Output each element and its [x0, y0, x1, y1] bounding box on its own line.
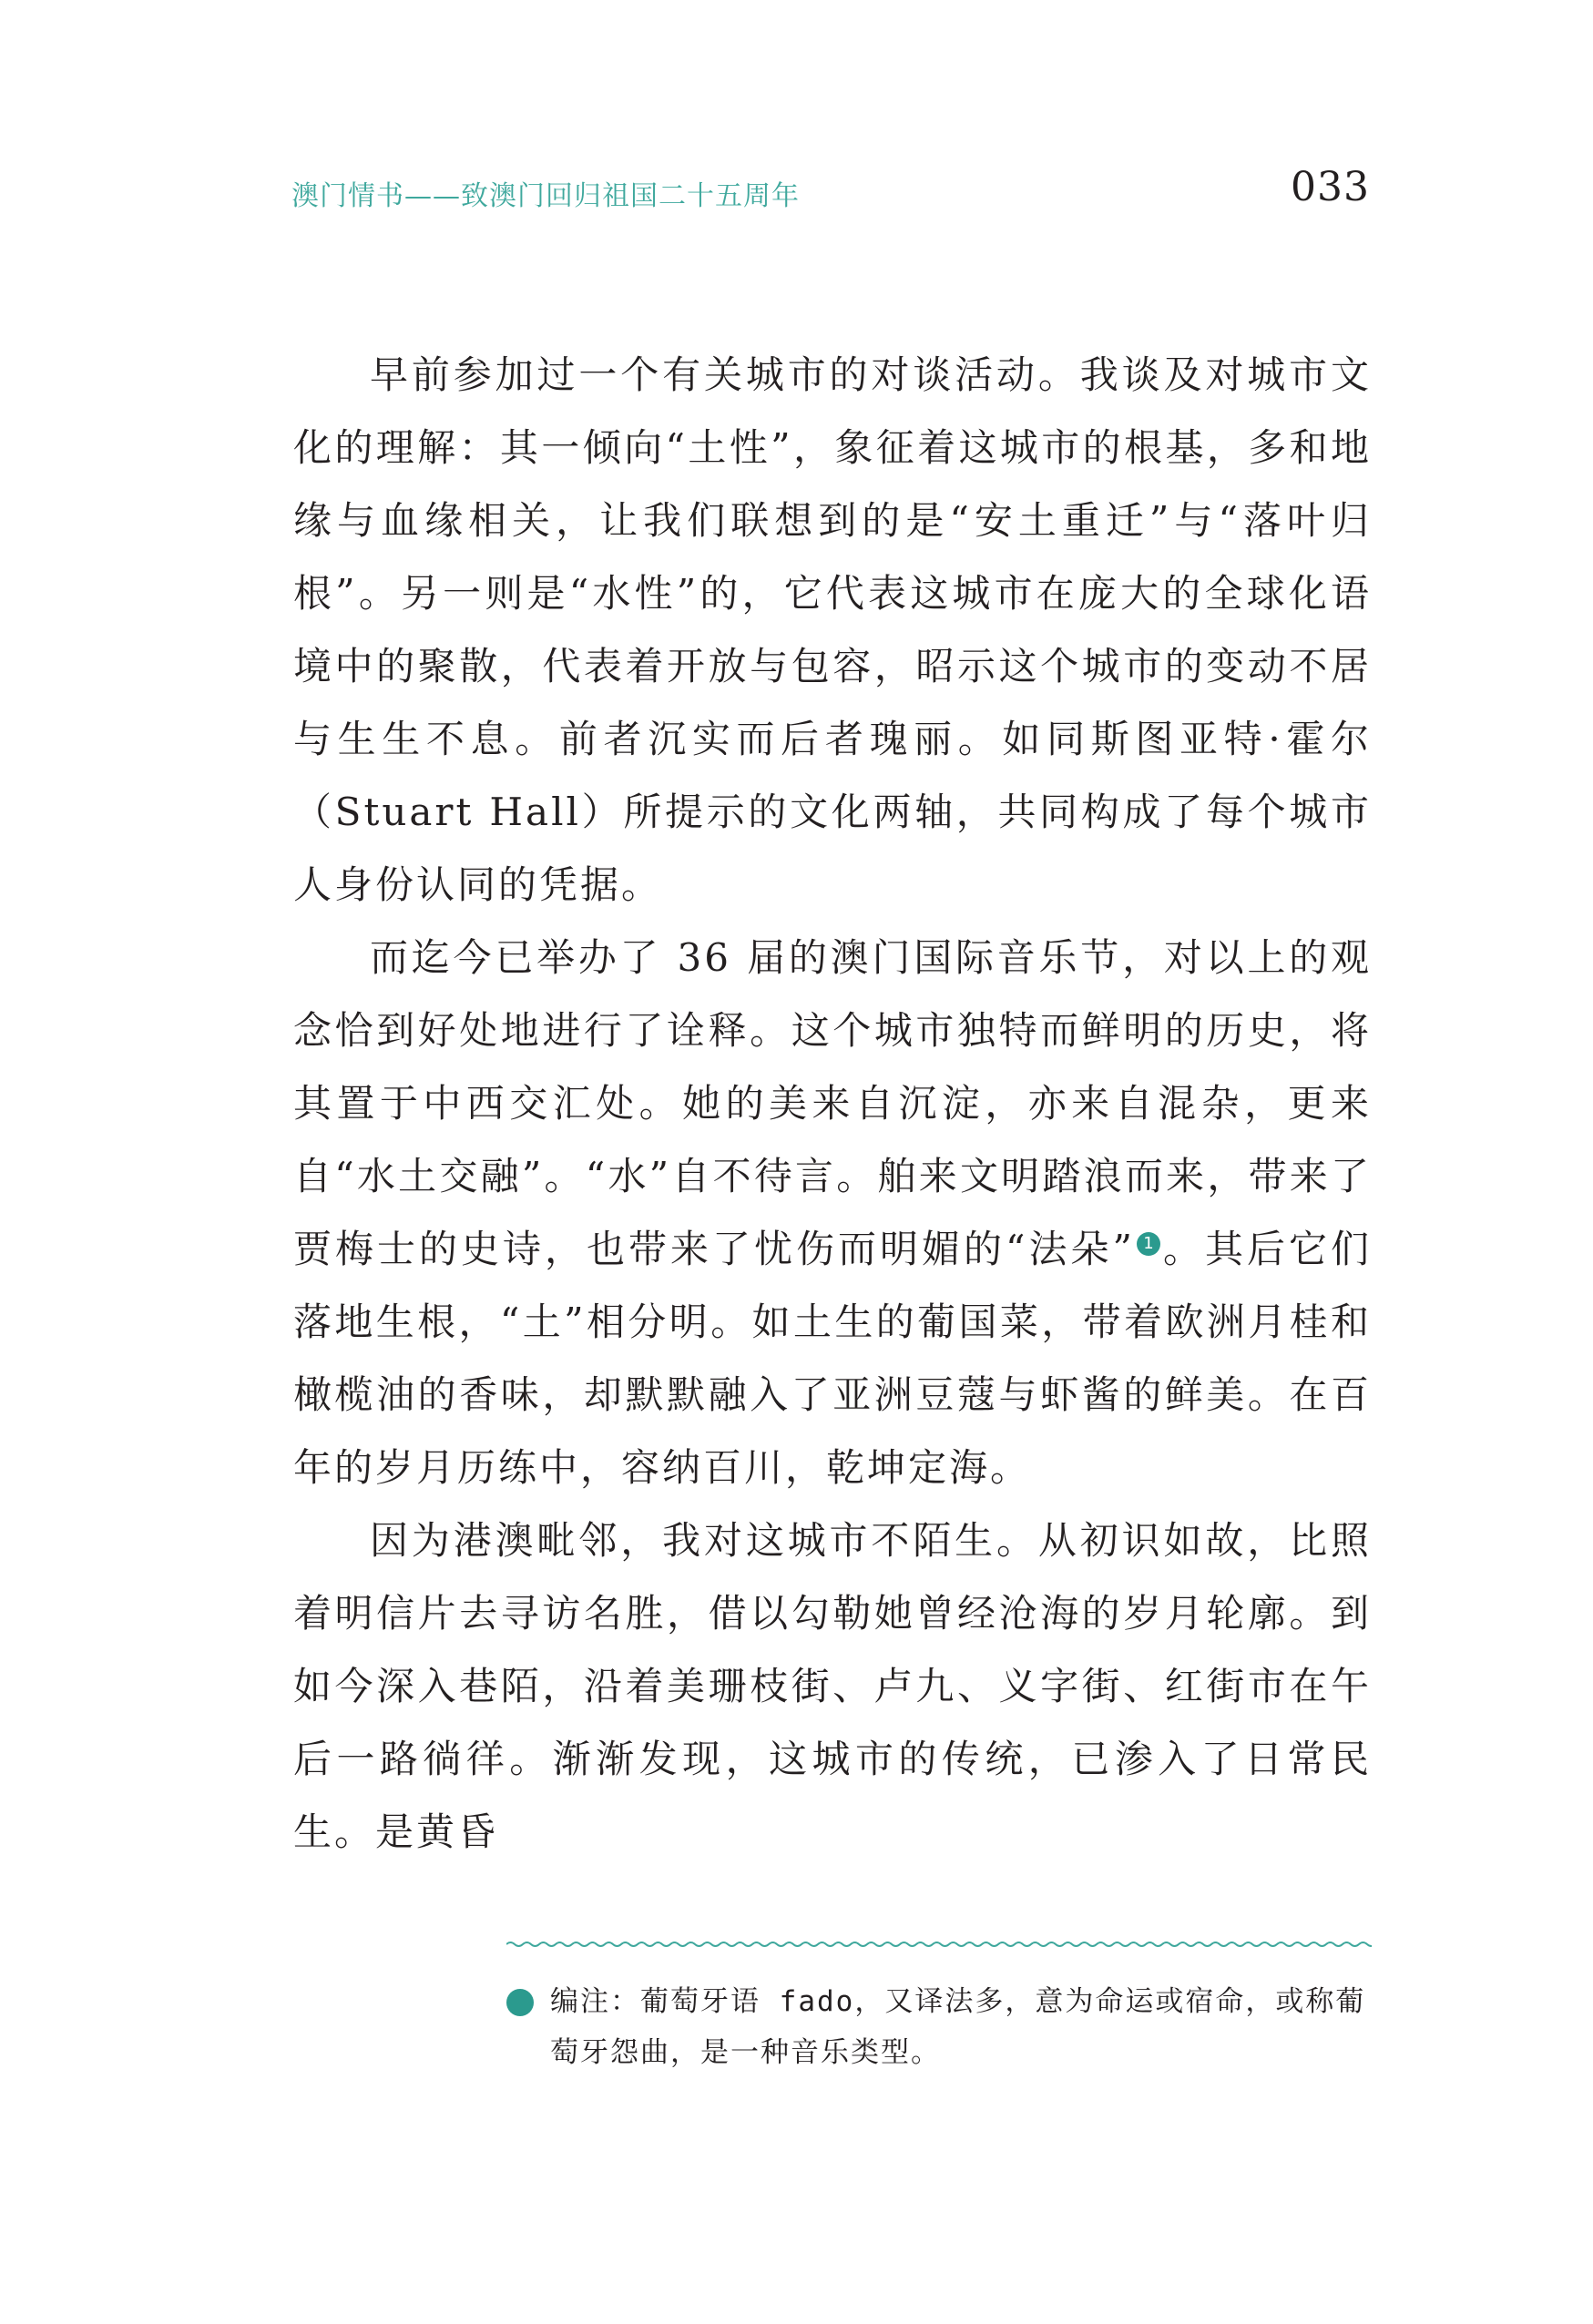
paragraph-2-continued: 。其后它们落地生根，“土”相分明。如土生的葡国菜，带着欧洲月桂和橄榄油的香味，却默默融入了亚洲豆蔻与虾酱的鲜美。在百年的岁月历练中，容纳百川，乾坤定海。 — [293, 1227, 1372, 1490]
footnote-marker: 1 — [506, 1989, 534, 2016]
footnote-reference-marker[interactable]: 1 — [1137, 1232, 1160, 1256]
paragraph-3: 因为港澳毗邻，我对这城市不陌生。从初识如故，比照着明信片去寻访名胜，借以勾勒她曾经沧海的岁月轮廓。到如今深入巷陌，沿着美珊枝街、卢九、义字街、红街市在午后一路徜徉。渐渐发现，这城市的传统，已渗入了日常民生。是黄昏 — [293, 1518, 1372, 1854]
footnote-body — [492, 1976, 1372, 2078]
page-number: 033 — [1291, 164, 1370, 210]
paragraph-1: 早前参加过一个有关城市的对谈活动。我谈及对城市文化的理解：其一倾向“土性”，象征着这城市的根基，多和地缘与血缘相关，让我们联想到的是“安土重迁”与“落叶归根”。另一则是“水性”的，它代表这城市在庞大的全球化语境中的聚散，代表着开放与包容，昭示这个城市的变动不居与生生不息。前者沉实而后者瑰丽。如同斯图亚特·霍尔（Stuart Hall）所提示的文化两轴，共同构成了每个城市人身份认同的凭据。 — [293, 352, 1372, 907]
footnote — [492, 1976, 1372, 2078]
body-text — [293, 339, 1372, 1869]
footnote-wavy-rule — [506, 1938, 1372, 1951]
paragraph-2 — [293, 922, 1372, 1504]
running-head: 澳门情书——致澳门回归祖国二十五周年 — [291, 180, 800, 212]
footnote-text: 编注：葡萄牙语 fado，又译法多，意为命运或宿命，或称葡萄牙怨曲，是一种音乐类型。 — [550, 1985, 1366, 2069]
paragraph-2-text: 而迄今已举办了 36 届的澳门国际音乐节，对以上的观念恰到好处地进行了诠释。这个城市独特而鲜明的历史，将其置于中西交汇处。她的美来自沉淀，亦来自混杂，更来自“水土交融”。“水”自不待言。舶来文明踏浪而来，带来了贾梅士的史诗，也带来了忧伤而明媚的“法朵” — [293, 935, 1372, 1271]
